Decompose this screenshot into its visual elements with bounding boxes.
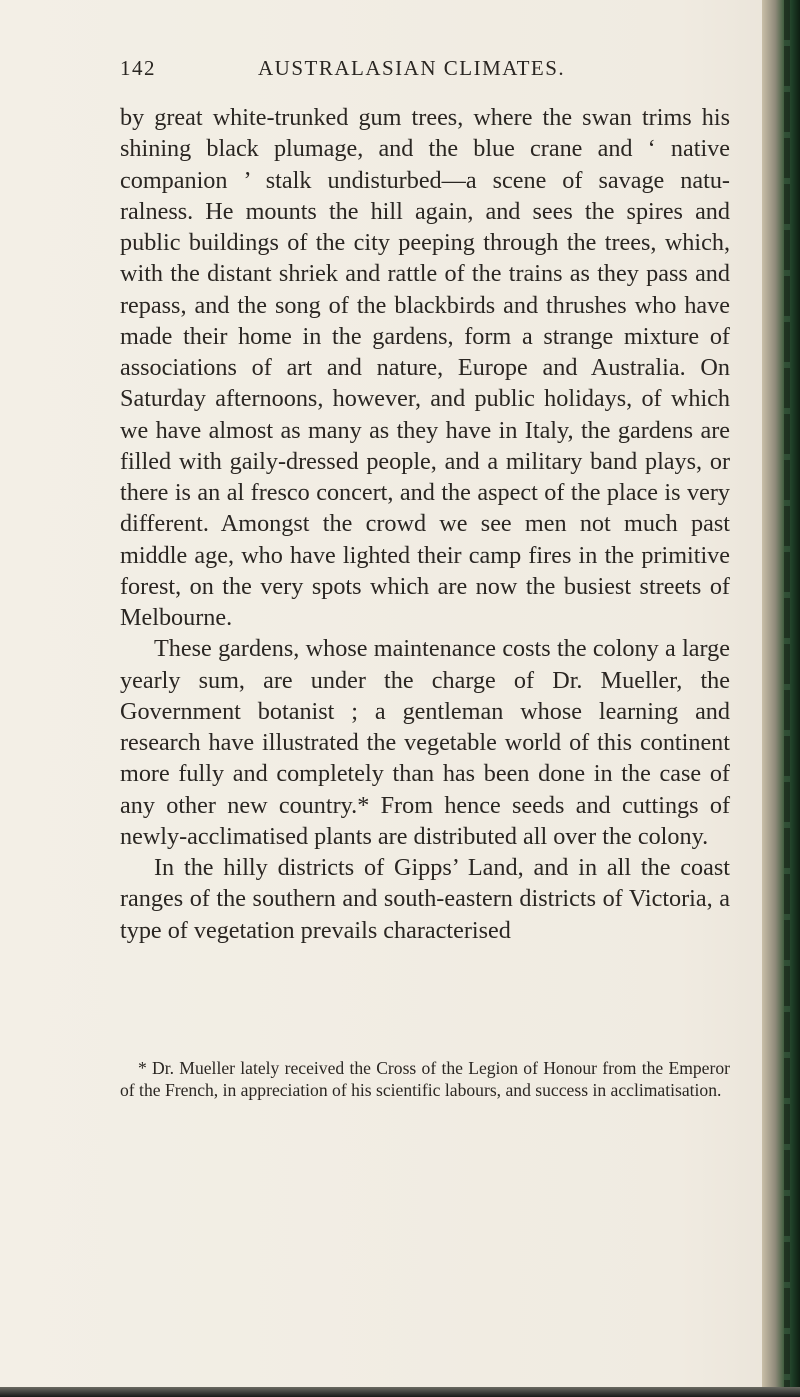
- paragraph-3: In the hilly districts of Gipps’ Land, and in all the coast ranges of the southern and south-eastern districts of Victoria, a type of vegetation prevails characterised: [120, 854, 730, 944]
- binding-strip: [784, 0, 790, 1397]
- page-header: [120, 56, 730, 90]
- book-edge: [762, 0, 800, 1397]
- body-text: [120, 102, 730, 946]
- paragraph-1: by great white-trunked gum trees, where the swan trims his shining black plumage, and the blue crane and ‘ native companion ’ stalk undisturbed—a scene of savage natu-ralness. He mounts the hill again, and sees the spires and public buildings of the city peeping through the trees, which, with the distant shriek and rattle of the trains as they pass and repass, and the song of the blackbirds and thrushes who have made their home in the gardens, form a strange mixture of associations of art and nature, Europe and Australia. On Saturday afternoons, however, and public holidays, of which we have almost as many as they have in Italy, the gardens are filled with gaily-dressed people, and a military band plays, or there is an al fresco concert, and the aspect of the place is very different. Amongst the crowd we see men not much past middle age, who have lighted their camp fires in the primitive forest, on the very spots which are now the busiest streets of Melbourne.: [120, 104, 730, 631]
- page-number: 142: [120, 56, 156, 80]
- footnote-text: * Dr. Mueller lately received the Cross of the Legion of Honour from the Emperor of the French, in appreciation of his scientific labours, and success in acclimatisation.: [120, 1058, 730, 1100]
- paragraph-2: These gardens, whose maintenance costs the colony a large yearly sum, are under the charge of Dr. Mueller, the Government botanist ; a gentleman whose learning and research have illustrated the vegetable world of this continent more fully and completely than has been done in the case of any other new country.* From hence seeds and cuttings of newly-acclimatised plants are distributed all over the colony.: [120, 635, 730, 850]
- bottom-edge: [0, 1387, 800, 1397]
- running-title: AUSTRALASIAN CLIMATES.: [258, 56, 566, 80]
- footnote: [120, 1057, 730, 1101]
